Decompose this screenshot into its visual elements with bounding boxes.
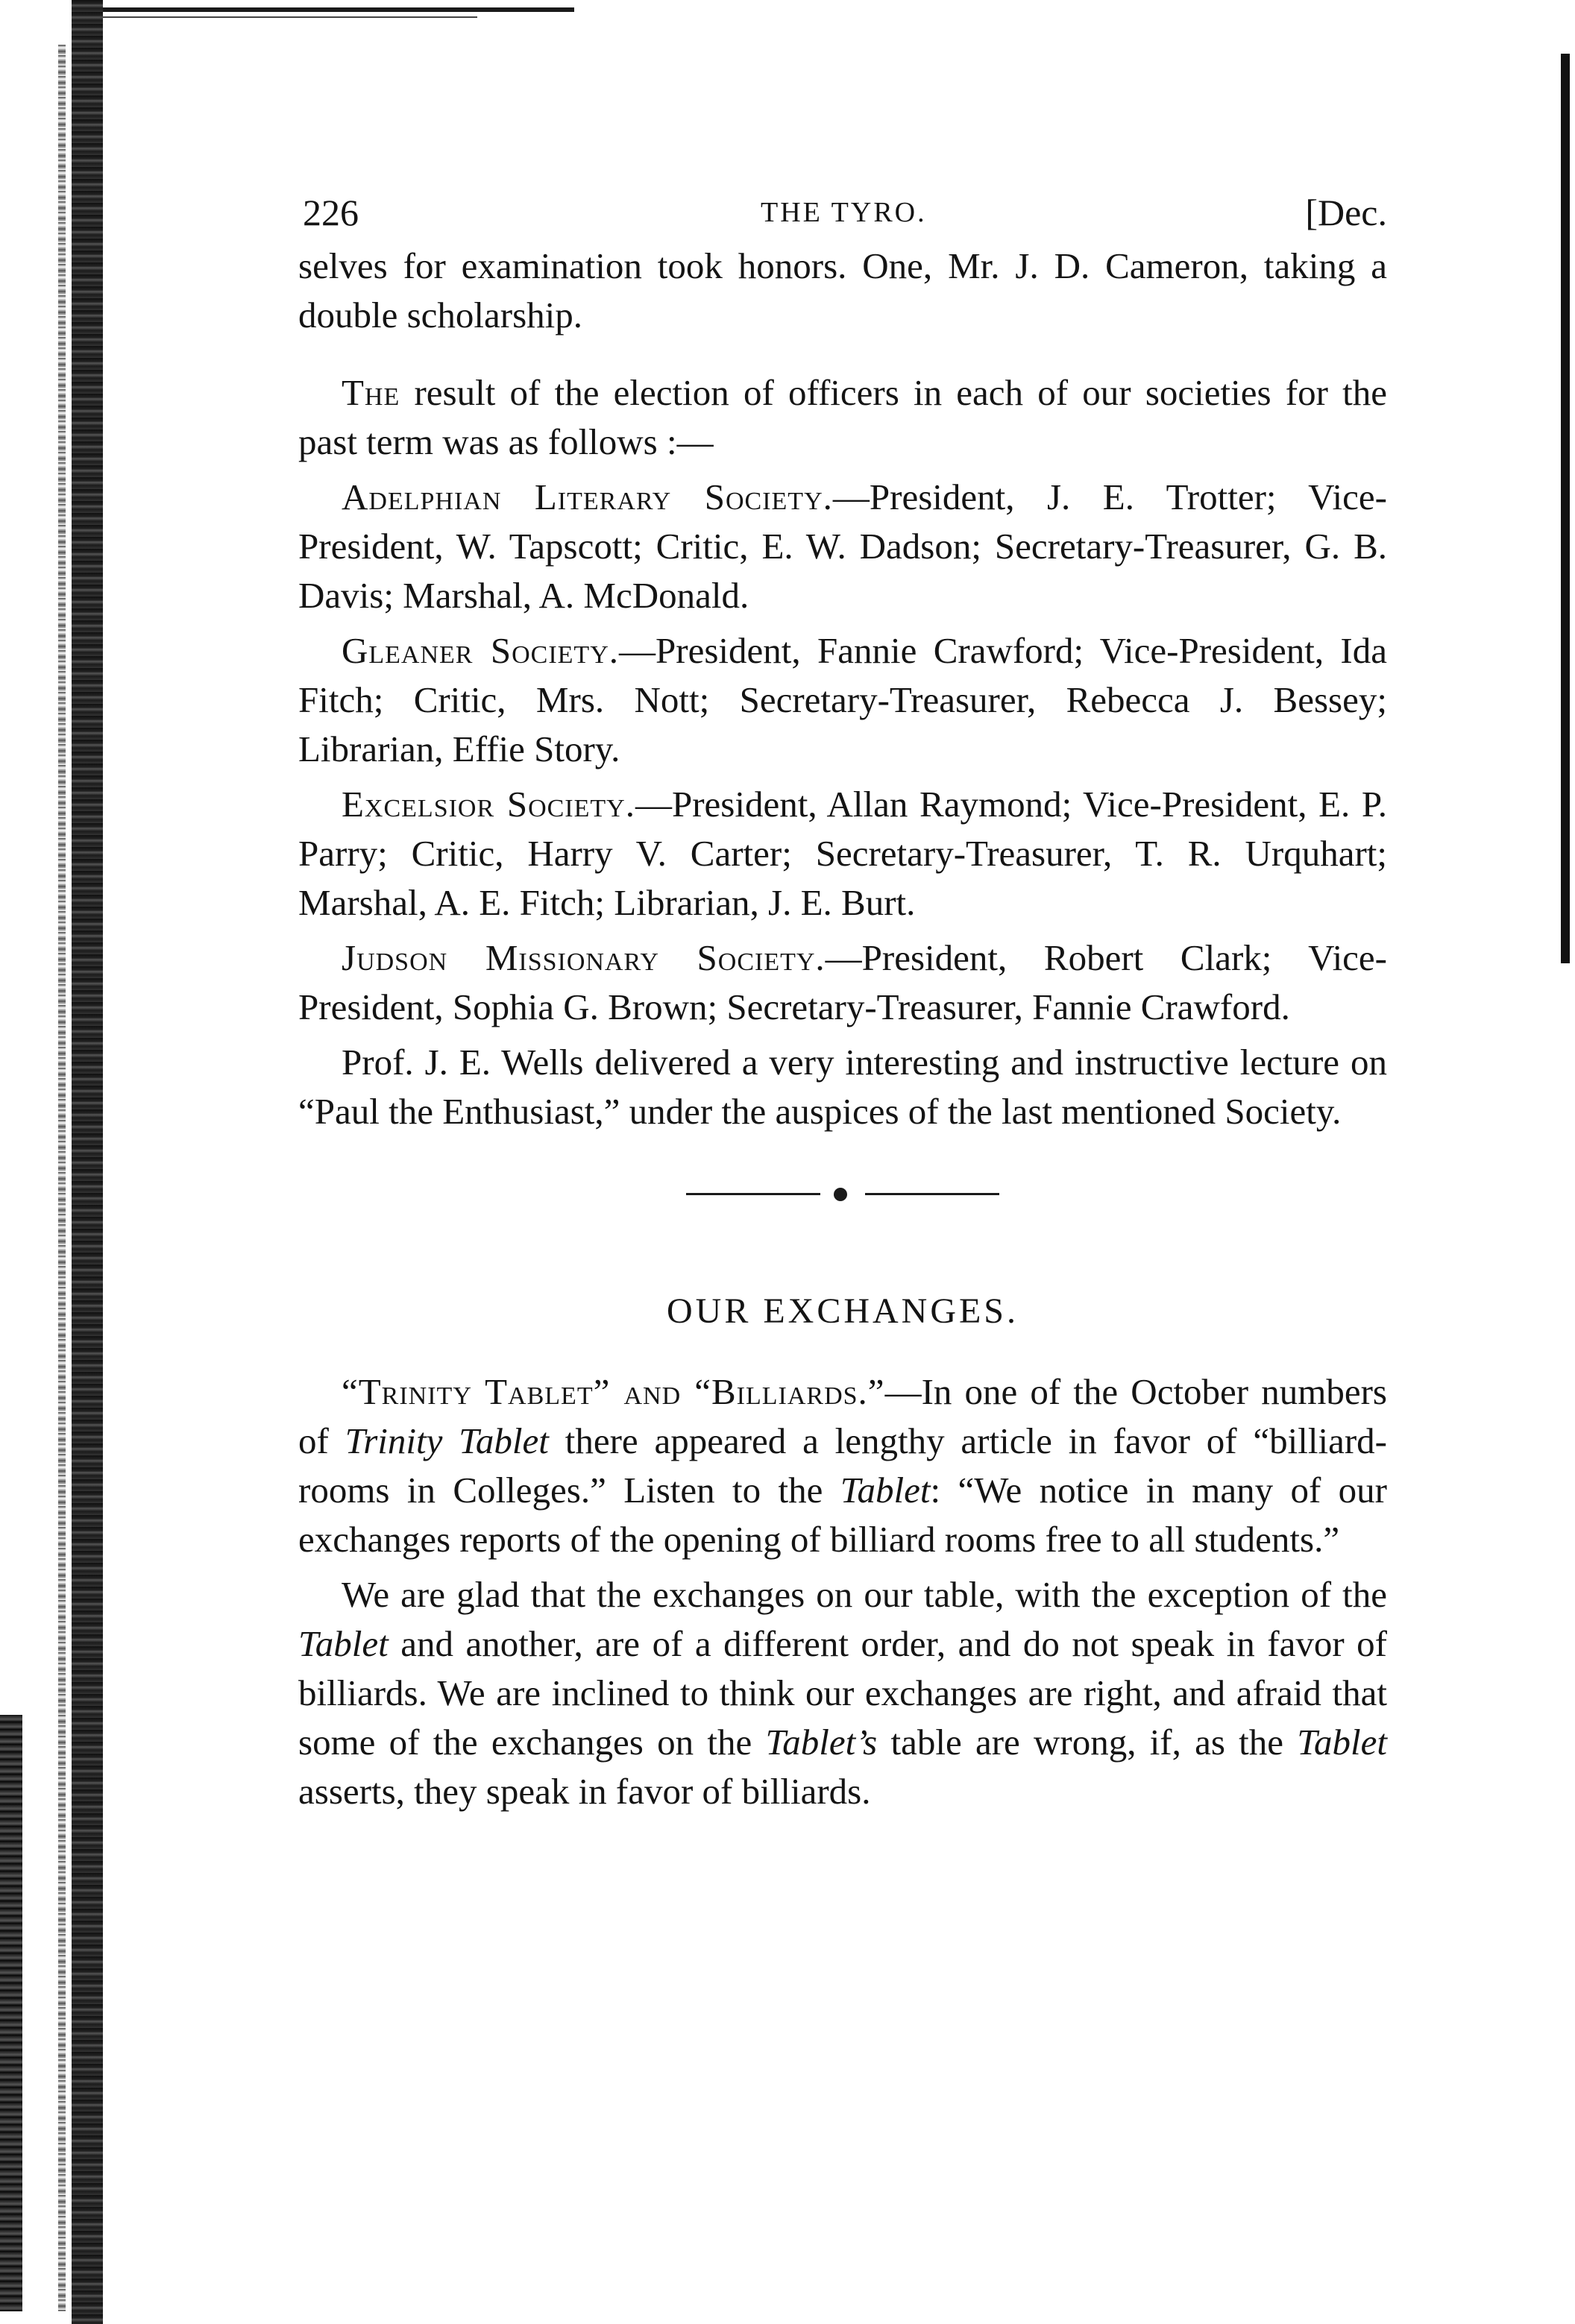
- running-title: THE TYRO.: [761, 197, 927, 228]
- scan-binding-edge-outer: [0, 1715, 22, 2311]
- adelphian-heading: Adelphian Literary Society.: [342, 476, 833, 517]
- judson-heading: Judson Missionary Society.: [342, 937, 826, 978]
- exchanges-text-c: : “We notice in many of our exchanges reports of the opening of billiard rooms free to all students.”: [298, 1470, 1387, 1560]
- exchanges-text-a: —In one of the October numbers of: [298, 1371, 1387, 1461]
- divider-ornament: [834, 1188, 847, 1201]
- exchanges2-text-d: asserts, they speak in favor of billiards.: [298, 1771, 871, 1812]
- section-divider: [686, 1183, 999, 1205]
- scan-top-rule-thin: [89, 16, 477, 18]
- exchanges-text-b: there appeared a lengthy article in favor of “billiard-rooms in Colleges.” Listen to the: [298, 1420, 1387, 1511]
- exchanges2-title-2: Tablet’s: [765, 1722, 878, 1763]
- paragraph-1: selves for examination took honors. One, Mr. J. D. Cameron, taking a double scholarship.: [298, 245, 1387, 336]
- page-content: [298, 186, 1387, 1816]
- exchanges-title-tablet: Tablet: [840, 1470, 931, 1511]
- exchanges-title-trinity: Trinity Tablet: [345, 1420, 549, 1461]
- paragraph-2-text: result of the election of officers in each of our societies for the past term was as follows :—: [298, 372, 1387, 462]
- exchanges-lead: “Trinity Tablet” and “Billiards.”: [342, 1371, 885, 1412]
- scan-right-edge: [1561, 54, 1570, 963]
- paragraph-judson: [298, 933, 1387, 1032]
- paragraph-adelphian: [298, 473, 1387, 620]
- scan-binding-edge-inner: [58, 45, 66, 2311]
- exchanges2-title-1: Tablet: [298, 1623, 389, 1664]
- paragraph-exchanges-2: [298, 1570, 1387, 1816]
- running-date: [Dec.: [1305, 192, 1387, 233]
- divider-line-right: [865, 1193, 999, 1195]
- exchanges2-text-b: and another, are of a different order, and do not speak in favor of billiards. We are inclined to think our exchanges are right, and afraid that some of the exchanges on the: [298, 1623, 1387, 1763]
- paragraph-excelsior: [298, 780, 1387, 928]
- exchanges2-text-a: We are glad that the exchanges on our table, with the exception of the: [342, 1574, 1387, 1615]
- paragraph-gleaner: [298, 626, 1387, 774]
- paragraph-2-lead: The: [342, 372, 400, 413]
- section-heading: OUR EXCHANGES.: [666, 1291, 1019, 1331]
- gleaner-text: —President, Fannie Crawford; Vice-President, Ida Fitch; Critic, Mrs. Nott; Secretary-Treasurer, Rebecca J. Bessey; Librarian, Effie Story.: [298, 630, 1387, 769]
- page-number: 226: [303, 192, 359, 233]
- exchanges2-text-c: table are wrong, if, as the: [877, 1722, 1298, 1763]
- paragraph-2: [298, 368, 1387, 467]
- scan-binding-edge: [72, 0, 103, 2324]
- running-header: [298, 186, 1387, 239]
- paragraph-lecture: Prof. J. E. Wells delivered a very interesting and instructive lecture on “Paul the Enthusiast,” under the auspices of the last mentioned Society.: [298, 1042, 1387, 1132]
- excelsior-text: —President, Allan Raymond; Vice-President, E. P. Parry; Critic, Harry V. Carter; Secretary-Treasurer, T. R. Urquhart; Marshal, A. E. Fitch; Librarian, J. E. Burt.: [298, 784, 1388, 923]
- adelphian-text: —President, J. E. Trotter; Vice-President, W. Tapscott; Critic, E. W. Dadson; Secretary-Treasurer, G. B. Davis; Marshal, A. McDonald.: [298, 476, 1387, 616]
- judson-text: —President, Robert Clark; Vice-President, Sophia G. Brown; Secretary-Treasurer, Fannie Crawford.: [298, 937, 1387, 1027]
- gleaner-heading: Gleaner Society.: [342, 630, 619, 671]
- scan-top-rule: [89, 7, 574, 12]
- exchanges2-title-3: Tablet: [1297, 1722, 1387, 1763]
- divider-line-left: [686, 1193, 820, 1195]
- paragraph-exchanges-1: [298, 1367, 1387, 1564]
- excelsior-heading: Excelsior Society.: [342, 784, 635, 825]
